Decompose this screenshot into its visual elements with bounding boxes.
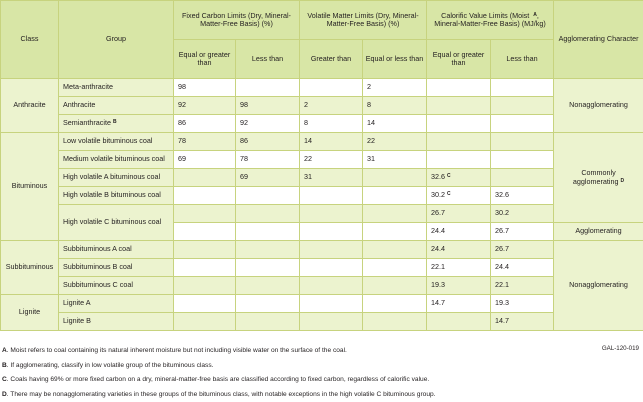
subheader-cv-lt: Less than bbox=[491, 40, 554, 79]
footnote-d: D. There may be nonagglomerating varieties in these groups of the bituminous class, with notable exceptions in the high volatile C bituminous group. bbox=[2, 388, 641, 402]
subheader-fc-lt: Less than bbox=[236, 40, 300, 79]
footnote-marker: C bbox=[447, 191, 451, 197]
footnote-marker: B bbox=[113, 119, 117, 125]
group-cell: High volatile B bituminous coal bbox=[59, 187, 174, 205]
group-cell: Subbituminous A coal bbox=[59, 241, 174, 259]
header-group: Group bbox=[59, 1, 174, 79]
footnote-b: B. If agglomerating, classify in low volatile group of the bituminous class. bbox=[2, 359, 641, 374]
header-fixed-carbon: Fixed Carbon Limits (Dry, Mineral-Matter-Free Basis) (%) bbox=[174, 1, 300, 40]
footnote-marker: D bbox=[620, 178, 624, 184]
group-cell: Medium volatile bituminous coal bbox=[59, 151, 174, 169]
footnote-marker: C bbox=[447, 173, 451, 179]
table-row: Medium volatile bituminous coal 69 78 22 31 bbox=[1, 151, 643, 169]
subheader-cv-ge: Equal or greater than bbox=[427, 40, 491, 79]
footnote-a: A. Moist refers to coal containing its natural inherent moisture but not including visible water on the surface of the coal. bbox=[2, 344, 641, 359]
subheader-fc-ge: Equal or greater than bbox=[174, 40, 236, 79]
group-cell: Low volatile bituminous coal bbox=[59, 133, 174, 151]
figure-id: GAL-120-019 bbox=[602, 345, 639, 352]
footnote-marker: A bbox=[533, 12, 537, 18]
table-row: Anthracite Meta-anthracite 98 2 Nonagglomerating bbox=[1, 79, 643, 97]
table-row: High volatile C bituminous coal 26.7 30.2 bbox=[1, 205, 643, 223]
table-row: High volatile B bituminous coal 30.2 $^C$ 32.6 bbox=[1, 187, 643, 205]
group-cell: Lignite A bbox=[59, 295, 174, 313]
table-row: Subbituminous C coal 19.3 22.1 bbox=[1, 277, 643, 295]
header-class: Class bbox=[1, 1, 59, 79]
table-row: Anthracite 92 98 2 8 bbox=[1, 97, 643, 115]
group-cell: Subbituminous B coal bbox=[59, 259, 174, 277]
subheader-vm-gt: Greater than bbox=[300, 40, 363, 79]
agglomerating-common: Commonly agglomerating $^D$ bbox=[554, 133, 643, 223]
table-row: Lignite B 14.7 bbox=[1, 313, 643, 331]
table-row: 24.4 26.7 Agglomerating bbox=[1, 223, 643, 241]
class-lignite: Lignite bbox=[1, 295, 59, 331]
group-cell: High volatile C bituminous coal bbox=[59, 205, 174, 241]
table-row: Semianthracite $^B$ 86 92 8 14 bbox=[1, 115, 643, 133]
agglomerating-sub-lignite: Nonagglomerating bbox=[554, 241, 643, 331]
footnote-c: C. Coals having 69% or more fixed carbon on a dry, mineral-matter-free basis are classified according to fixed carbon, regardless of calorific value. bbox=[2, 373, 641, 388]
subheader-vm-le: Equal or less than bbox=[363, 40, 427, 79]
table-row: Subbituminous Subbituminous A coal 24.4 26.7 Nonagglomerating bbox=[1, 241, 643, 259]
class-subbituminous: Subbituminous bbox=[1, 241, 59, 295]
table-row: Subbituminous B coal 22.1 24.4 bbox=[1, 259, 643, 277]
table-row: Bituminous Low volatile bituminous coal 78 86 14 22 Commonly agglomerating $^D$ bbox=[1, 133, 643, 151]
footnotes bbox=[2, 344, 641, 402]
header-volatile-matter: Volatile Matter Limits (Dry, Mineral-Matter-Free Basis) (%) bbox=[300, 1, 427, 40]
agglomerating-aggl: Agglomerating bbox=[554, 223, 643, 241]
class-bituminous: Bituminous bbox=[1, 133, 59, 241]
header-agglomerating: Agglomerating Character bbox=[554, 1, 643, 79]
group-cell: Anthracite bbox=[59, 97, 174, 115]
group-cell: Subbituminous C coal bbox=[59, 277, 174, 295]
header-calorific-value: Calorific Value Limits (Moist $^A$, Mineral-Matter-Free Basis) (MJ/kg) bbox=[427, 1, 554, 40]
table-row: High volatile A bituminous coal 69 31 32.6 $^C$ bbox=[1, 169, 643, 187]
group-cell: Lignite B bbox=[59, 313, 174, 331]
group-cell: High volatile A bituminous coal bbox=[59, 169, 174, 187]
class-anthracite: Anthracite bbox=[1, 79, 59, 133]
group-cell: Semianthracite $^B$ bbox=[59, 115, 174, 133]
group-cell: Meta-anthracite bbox=[59, 79, 174, 97]
agglomerating-anthracite: Nonagglomerating bbox=[554, 79, 643, 133]
table-row: Lignite Lignite A 14.7 19.3 bbox=[1, 295, 643, 313]
